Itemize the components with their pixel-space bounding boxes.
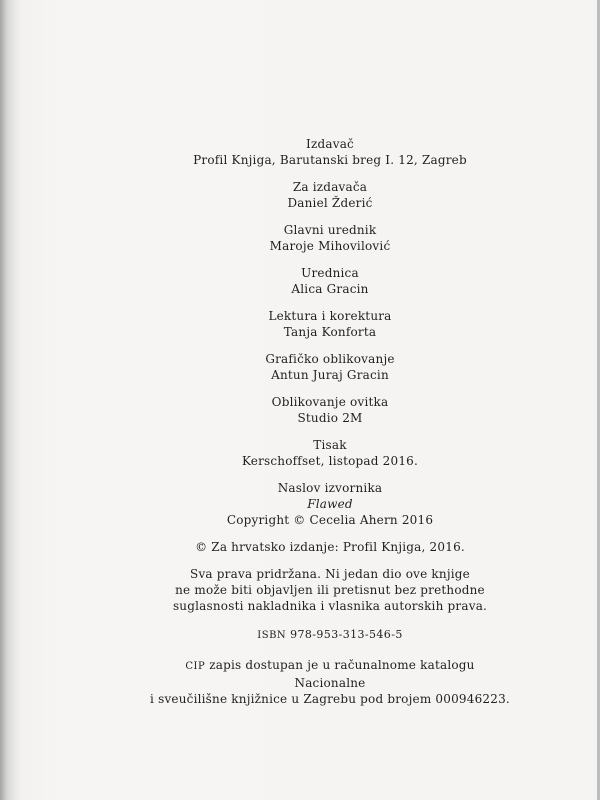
editor-in-chief-block	[150, 222, 510, 254]
cip-line-2: i sveučilišne knjižnice u Zagrebu pod brojem 000946223.	[150, 692, 510, 706]
cover-design-block	[150, 394, 510, 426]
cip-block	[150, 657, 510, 707]
binding-shadow	[0, 0, 22, 800]
publisher-label: Izdavač	[306, 137, 354, 151]
isbn-value: 978-953-313-546-5	[290, 628, 403, 641]
editor-block	[150, 265, 510, 297]
rights-line-2: ne može biti objavljen ili pretisnut bez prethodne	[175, 583, 485, 597]
print-value: Kerschoffset, listopad 2016.	[241, 454, 419, 468]
croatian-edition-block	[150, 539, 510, 555]
graphic-design-label: Grafičko oblikovanje	[265, 352, 395, 366]
editor-value: Alica Gracin	[291, 282, 369, 296]
imprint-text	[150, 136, 510, 718]
graphic-design-value: Antun Juraj Gracin	[271, 368, 389, 382]
editor-label: Urednica	[301, 266, 359, 280]
isbn-block	[150, 627, 510, 644]
rights-line-1: Sva prava pridržana. Ni jedan dio ove knjige	[190, 567, 470, 581]
cip-label: CIP	[185, 661, 206, 672]
publisher-value: Profil Knjiga, Barutanski breg I. 12, Zagreb	[193, 153, 467, 167]
for-publisher-label: Za izdavača	[292, 180, 368, 194]
cover-design-value: Studio 2M	[297, 411, 363, 425]
editor-in-chief-label: Glavni urednik	[283, 223, 377, 237]
for-publisher-value: Daniel Žderić	[287, 196, 373, 210]
original-title-block	[150, 480, 510, 528]
rights-line-3: suglasnosti nakladnika i vlasnika autorskih prava.	[172, 599, 488, 613]
copyright-line: Copyright © Cecelia Ahern 2016	[226, 513, 434, 527]
croatian-edition-line: © Za hrvatsko izdanje: Profil Knjiga, 2016.	[195, 540, 465, 554]
graphic-design-block	[150, 351, 510, 383]
print-label: Tisak	[313, 438, 347, 452]
proofreading-value: Tanja Konforta	[283, 325, 377, 339]
cip-line-1: zapis dostupan je u računalnome katalogu Nacionalne	[209, 658, 475, 690]
rights-block	[150, 566, 510, 614]
proofreading-block	[150, 308, 510, 340]
cover-design-label: Oblikovanje ovitka	[271, 395, 389, 409]
print-block	[150, 437, 510, 469]
proofreading-label: Lektura i korektura	[268, 309, 392, 323]
original-title-label: Naslov izvornika	[277, 481, 383, 495]
publisher-block	[150, 136, 510, 168]
editor-in-chief-value: Maroje Mihovilović	[269, 239, 391, 253]
for-publisher-block	[150, 179, 510, 211]
original-title-value: Flawed	[307, 497, 353, 511]
isbn-label: ISBN	[257, 630, 287, 641]
